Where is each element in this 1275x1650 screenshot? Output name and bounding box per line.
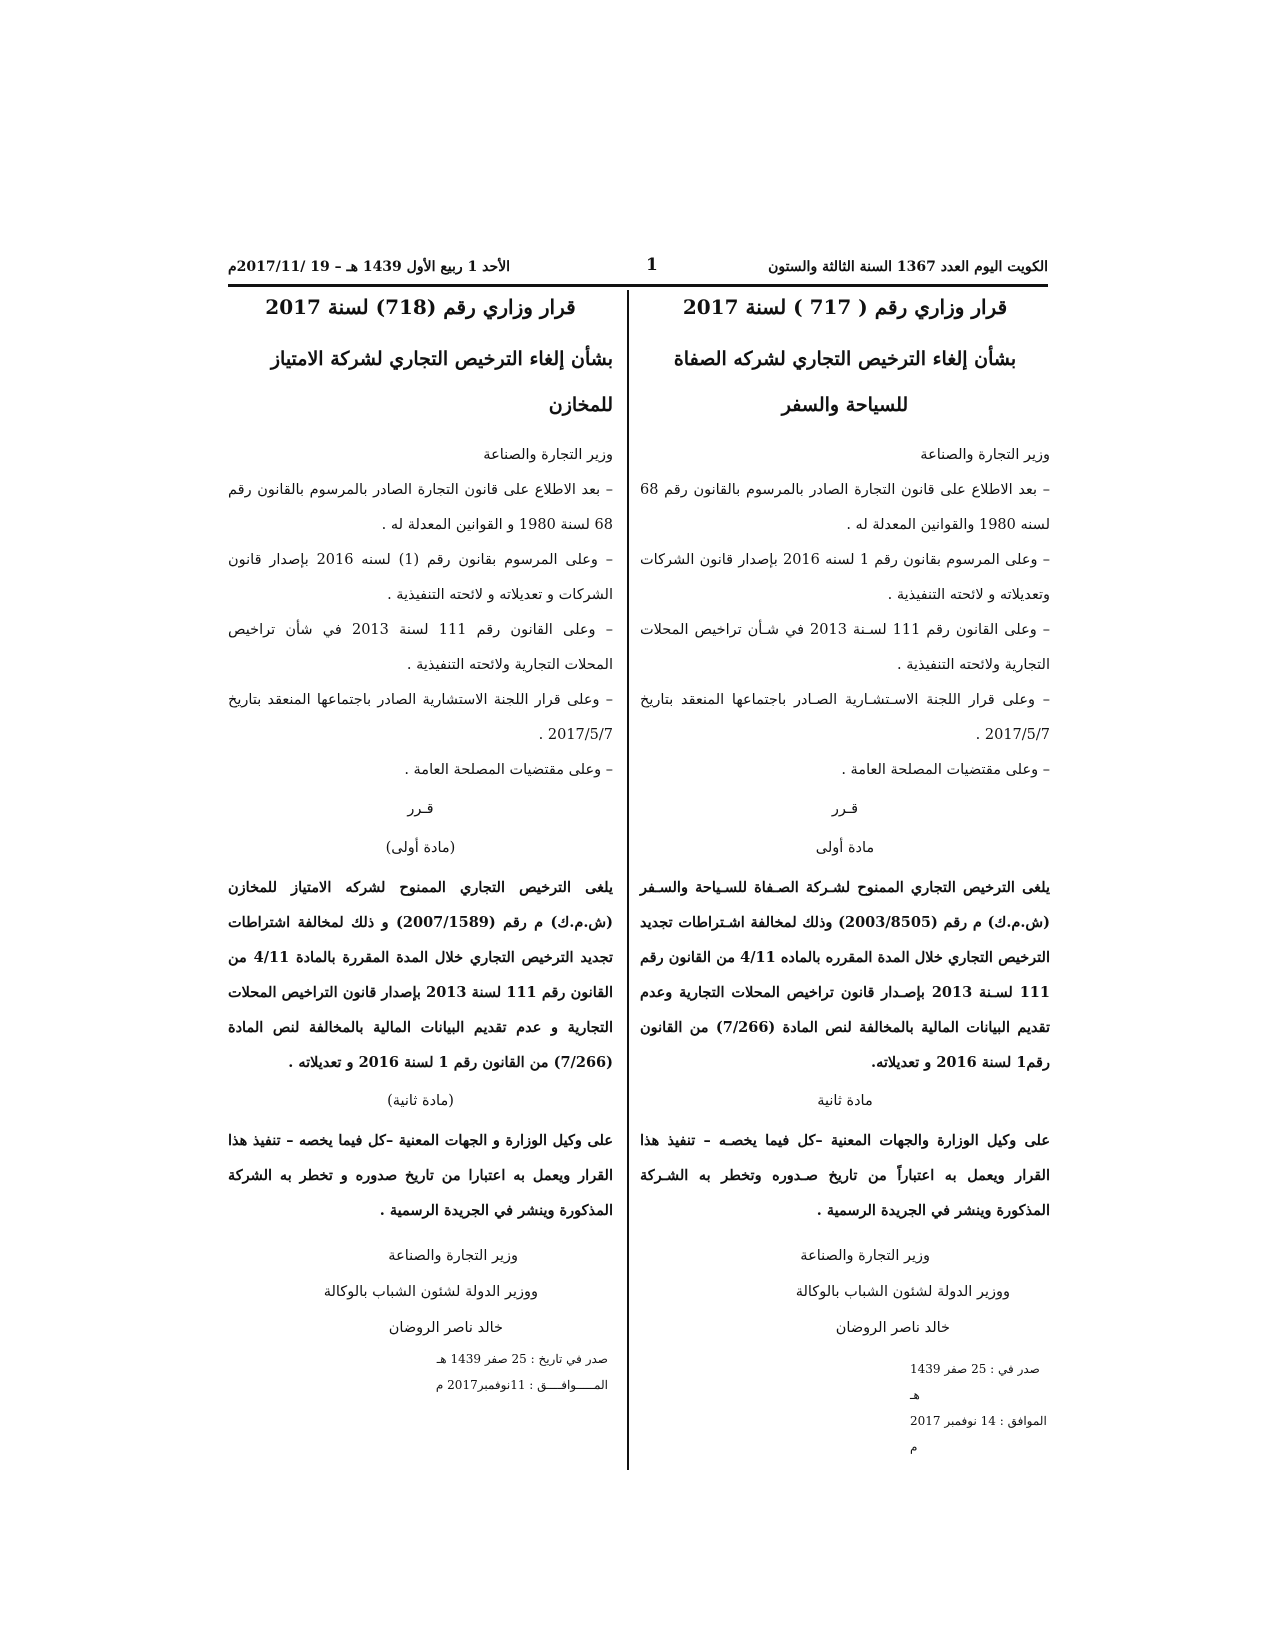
decree-issuer: وزير التجارة والصناعة [483,447,613,463]
recital: – وعلى المرسوم بقانون رقم 1 لسنه 2016 بإصدار قانون الشركات وتعديلاته و لائحته التنفيذية . [640,552,1050,603]
publication-info: الكويت اليوم العدد 1367 السنة الثالثة والستون [768,259,1048,275]
header-rule [228,284,1048,287]
signature-name: خالد ناصر الروضان [388,1320,503,1336]
article-1-heading: مادة أولى [815,840,875,856]
article-2-text: على وكيل الوزارة و الجهات المعنية –كل فيما يخصه – تنفيذ هذا القرار ويعمل به اعتبارا من تاريخ صدوره و تخطر به الشركة المذكورة وينشر في الجريدة الرسمية . [228,1132,613,1219]
recital: – بعد الاطلاع على قانون التجارة الصادر بالمرسوم بالقانون رقم 68 لسنه 1980 والقوانين المعدلة له . [640,482,1050,533]
article-2-heading: (مادة ثانية) [387,1093,454,1109]
recital: – وعلى المرسوم بقانون رقم (1) لسنه 2016 بإصدار قانون الشركات و تعديلاته و لائحته التنفيذية . [228,552,613,603]
signature-role: ووزير الدولة لشئون الشباب بالوكالة [795,1284,1010,1300]
corresponding-date: الموافق : 14 نوفمبر 2017 م [910,1414,1047,1454]
decree-issuer: وزير التجارة والصناعة [920,447,1050,463]
recital: – وعلى قرار اللجنة الاسـتشـارية الصـادر باجتماعها المنعقد بتاريخ 2017/5/7 . [640,692,1050,743]
column-divider [627,290,629,1470]
recital: – وعلى القانون رقم 111 لسـنة 2013 في شـأن تراخيص المحلات التجارية ولائحته التنفيذية . [640,622,1050,673]
recital: – وعلى قرار اللجنة الاستشارية الصادر باجتماعها المنعقد بتاريخ 2017/5/7 . [228,692,613,743]
signature-title: وزير التجارة والصناعة [800,1248,930,1264]
signature-role: ووزير الدولة لشئون الشباب بالوكالة [323,1284,538,1300]
corresponding-date: المـــــوافــــق : 11نوفمبر2017 م [435,1378,608,1392]
decree-title: قرار وزاري رقم (718) لسنة 2017 [265,295,576,319]
issue-date: الأحد 1 ربيع الأول 1439 هـ – 19 /2017/11م [228,259,511,275]
decree-718 [228,292,613,1398]
recital: – وعلى مقتضيات المصلحة العامة . [841,762,1050,778]
article-2-text: على وكيل الوزارة والجهات المعنية –كل فيما يخصـه – تنفيذ هذا القرار ويعمل به اعتباراً من تاريخ صـدوره وتخطر به الشـركة المذكورة وينشر في الجريدة الرسمية . [640,1132,1050,1219]
issued-date: صدر في تاريخ : 25 صفر 1439 هـ [436,1352,608,1366]
decree-subject: بشأن إلغاء الترخيص التجاري لشركة الامتياز للمخازن [270,348,613,416]
decided-heading: قـرر [831,801,859,817]
recital: – بعد الاطلاع على قانون التجارة الصادر بالمرسوم بالقانون رقم 68 لسنة 1980 و القوانين المعدلة له . [228,482,613,533]
page-number: 1 [646,255,658,275]
signature-name: خالد ناصر الروضان [835,1320,950,1336]
page-header [228,253,1048,283]
decided-heading: قـرر [407,801,434,817]
decree-title: قرار وزاري رقم ( 717 ) لسنة 2017 [682,295,1008,319]
decree-subject: بشأن إلغاء الترخيص التجاري لشركه الصفاة للسياحة والسفر [673,348,1017,416]
issued-date: صدر في : 25 صفر 1439 هـ [910,1362,1040,1402]
article-1-text: يلغى الترخيص التجاري الممنوح لشركه الامتياز للمخازن (ش.م.ك) م رقم (2007/1589) و ذلك لمخالفة اشتراطات تجديد الترخيص التجاري خلال المدة المقررة بالمادة 4/11 من القانون رقم 111 لسنة 2013 بإصدار قانون التراخيص المحلات التجارية و عدم تقديم البيانات المالية بالمخالفة لنص المادة (7/266) من القانون رقم 1 لسنة 2016 و تعديلاته . [228,879,613,1071]
article-1-heading: (مادة أولى) [385,840,456,856]
decree-717 [640,292,1050,1460]
recital: – وعلى القانون رقم 111 لسنة 2013 في شأن تراخيص المحلات التجارية ولائحته التنفيذية . [228,622,613,673]
article-2-heading: مادة ثانية [817,1093,873,1109]
article-1-text: يلغى الترخيص التجاري الممنوح لشـركة الصـفاة للسـياحة والسـفر (ش.م.ك) م رقم (2003/8505) وذلك لمخالفة اشـتراطات تجديد الترخيص التجاري خلال المدة المقرره بالماده 4/11 من القانون رقم 111 لسـنة 2013 بإصـدار قانون تراخيص المحلات التجارية وعدم تقديم البيانات المالية بالمخالفة لنص المادة (7/266) من القانون رقم1 لسنة 2016 و تعديلاته. [640,879,1050,1071]
signature-title: وزير التجارة والصناعة [388,1248,518,1264]
recital: – وعلى مقتضيات المصلحة العامة . [404,762,613,778]
